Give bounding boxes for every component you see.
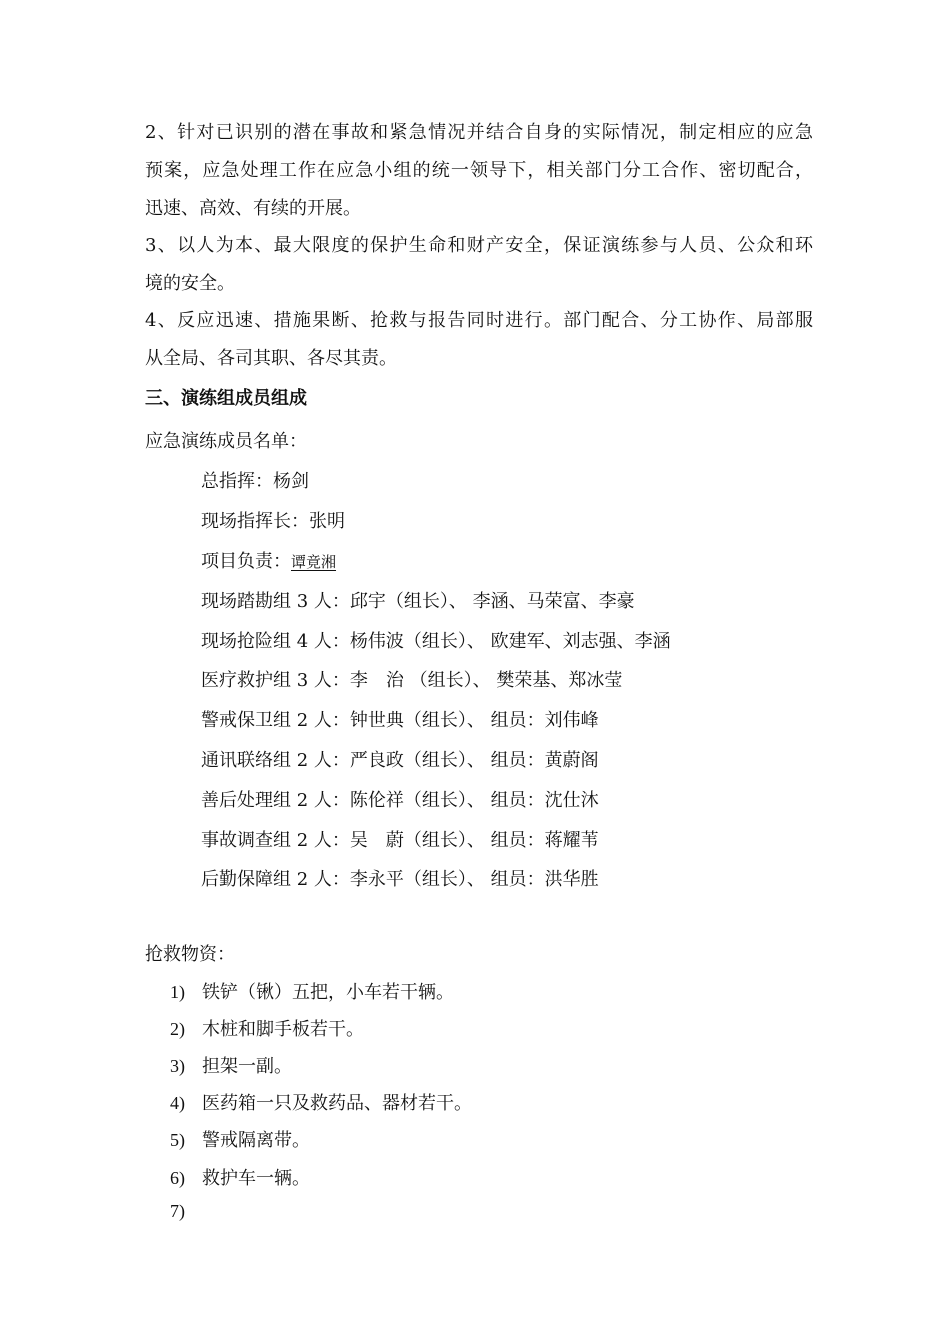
supply-item xyxy=(170,1164,310,1190)
supply-text: 木桩和脚手板若干。 xyxy=(202,1019,364,1040)
list-number: 5) xyxy=(170,1130,185,1150)
supply-item xyxy=(170,1201,202,1222)
project-lead-label: 项目负责： xyxy=(201,551,291,572)
site-commander-row xyxy=(201,507,345,533)
commander-label: 总指挥： xyxy=(201,471,273,492)
list-number: 6) xyxy=(170,1168,185,1188)
group-row: 通讯联络组 2 人：严良政（组长）、 组员：黄蔚阁 xyxy=(201,750,599,771)
group-row: 现场抢险组 4 人：杨伟波（组长）、 欧建军、刘志强、李涵 xyxy=(201,631,671,652)
group-row: 后勤保障组 2 人：李永平（组长）、 组员：洪华胜 xyxy=(201,869,599,890)
supply-text: 担架一副。 xyxy=(202,1056,292,1077)
text-line: 2、针对已识别的潜在事故和紧急情况并结合自身的实际情况，制定相应的应急 xyxy=(145,122,813,143)
supply-text: 警戒隔离带。 xyxy=(202,1130,310,1151)
list-number: 3) xyxy=(170,1056,185,1076)
supply-text: 医药箱一只及救药品、器材若干。 xyxy=(202,1093,472,1114)
text-line: 迅速、高效、有续的开展。 xyxy=(145,198,361,219)
list-number: 1) xyxy=(170,982,185,1002)
supplies-heading: 抢救物资： xyxy=(145,944,235,965)
site-commander-name: 张明 xyxy=(309,511,345,532)
supply-item xyxy=(170,1126,310,1152)
group-row: 事故调查组 2 人：吴 蔚（组长）、 组员：蒋耀苇 xyxy=(201,830,599,851)
supply-text: 铁铲（锹）五把，小车若干辆。 xyxy=(202,982,454,1003)
project-lead-row xyxy=(201,547,336,573)
commander-row xyxy=(201,467,309,493)
list-number: 4) xyxy=(170,1093,185,1113)
supply-item xyxy=(170,1089,472,1115)
principle-4 xyxy=(145,302,813,378)
text-line: 境的安全。 xyxy=(145,273,235,294)
text-line: 从全局、各司其职、各尽其责。 xyxy=(145,348,397,369)
project-lead-name: 谭竟湘 xyxy=(291,553,337,571)
list-number: 2) xyxy=(170,1019,185,1039)
group-row: 善后处理组 2 人：陈伦祥（组长）、 组员：沈仕沐 xyxy=(201,790,599,811)
text-line: 4、反应迅速、措施果断、抢救与报告同时进行。部门配合、分工协作、局部服 xyxy=(145,310,813,331)
group-row: 医疗救护组 3 人：李 治 （组长）、 樊荣基、郑冰莹 xyxy=(201,670,623,691)
supply-item xyxy=(170,1015,364,1041)
text-line: 预案，应急处理工作在应急小组的统一领导下，相关部门分工合作、密切配合， xyxy=(145,160,813,181)
supply-item xyxy=(170,1052,292,1078)
group-row: 现场踏勘组 3 人：邱宇（组长）、 李涵、马荣富、李豪 xyxy=(201,591,635,612)
supply-text: 救护车一辆。 xyxy=(202,1168,310,1189)
group-row: 警戒保卫组 2 人：钟世典（组长）、 组员：刘伟峰 xyxy=(201,710,599,731)
supply-item xyxy=(170,978,454,1004)
principle-3 xyxy=(145,227,813,303)
text-line: 3、以人为本、最大限度的保护生命和财产安全，保证演练参与人员、公众和环 xyxy=(145,235,813,256)
member-list-intro: 应急演练成员名单： xyxy=(145,431,307,452)
list-number: 7) xyxy=(170,1201,185,1221)
principle-2 xyxy=(145,114,813,228)
commander-name: 杨剑 xyxy=(273,471,309,492)
section-heading: 三、演练组成员组成 xyxy=(145,388,307,409)
site-commander-label: 现场指挥长： xyxy=(201,511,309,532)
